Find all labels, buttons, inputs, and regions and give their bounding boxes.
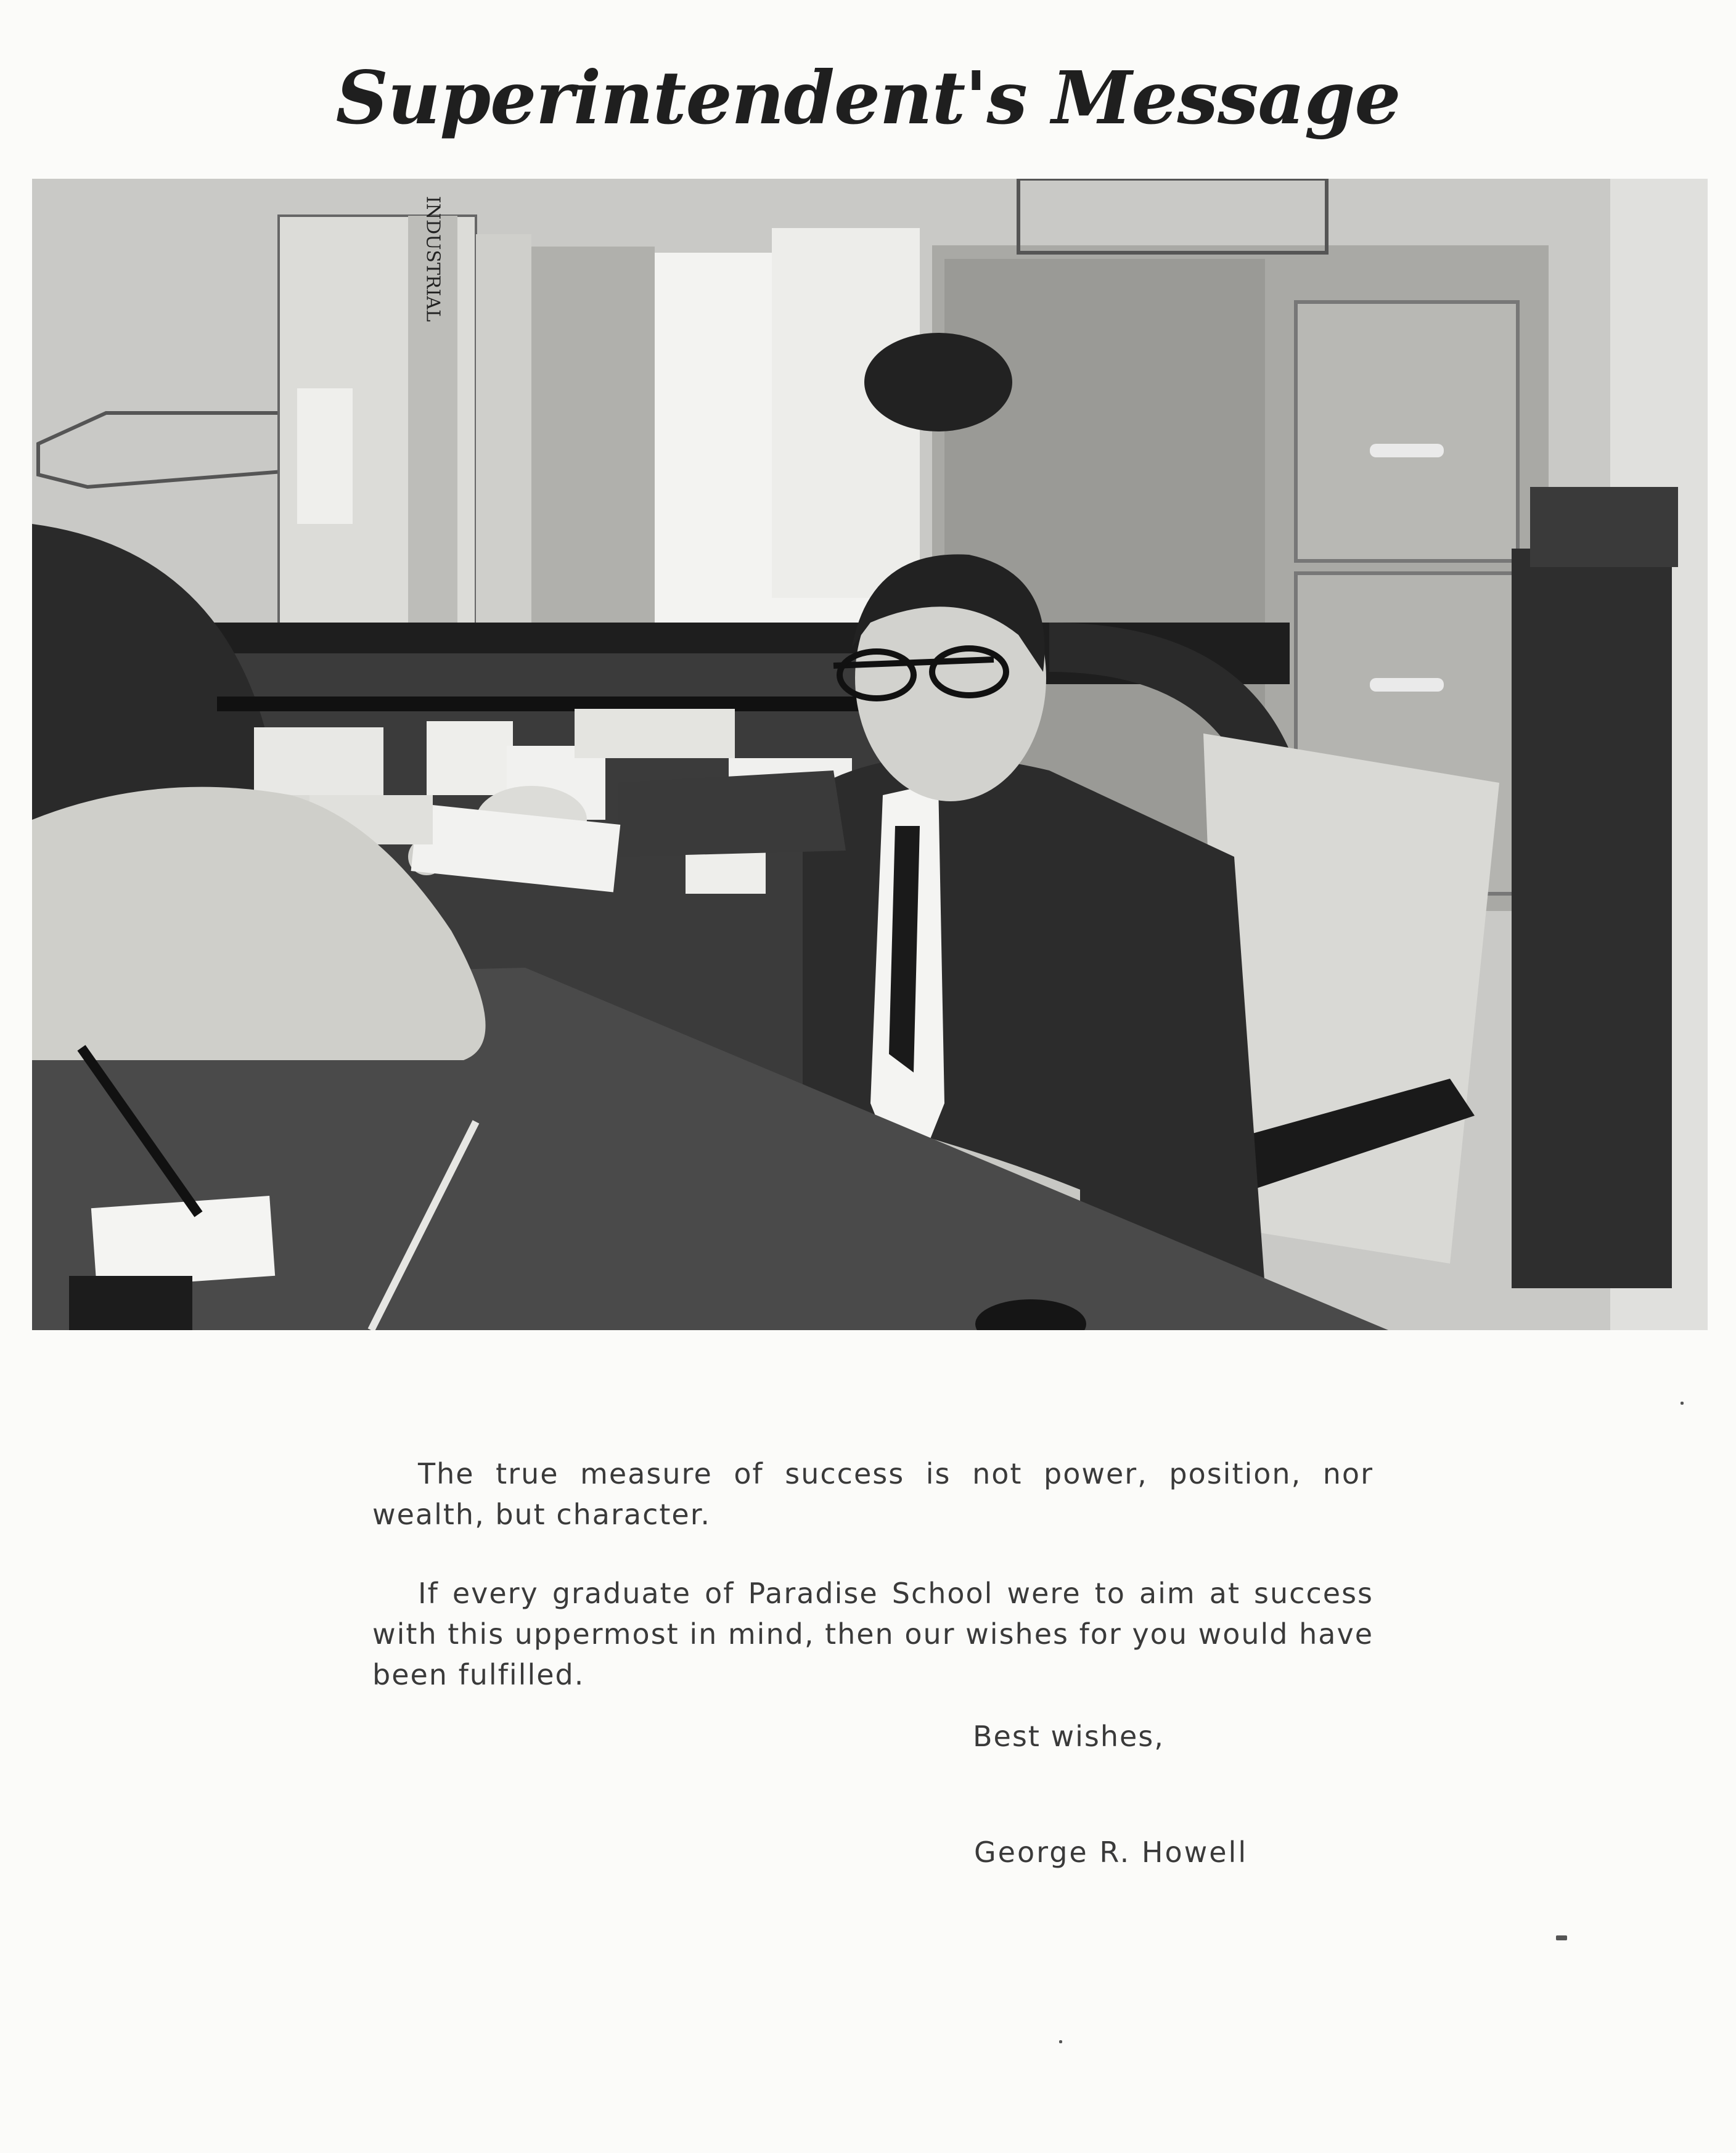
print-speck xyxy=(1059,2040,1062,2043)
closing-line: Best wishes, xyxy=(973,1720,1165,1753)
print-speck xyxy=(1681,1402,1684,1405)
office-photo xyxy=(32,179,1708,1330)
signature-name: George R. Howell xyxy=(974,1836,1248,1869)
bookshelf xyxy=(279,196,920,647)
print-speck xyxy=(1556,1935,1567,1940)
message-paragraph-1: The true measure of success is not power, position, nor wealth, but character. xyxy=(372,1457,1374,1531)
message-paragraph-2: If every graduate of Paradise School were to aim at success with this uppermost in mind, then our wishes for you would have been fulfilled. xyxy=(372,1577,1374,1691)
page-title: Superintendent's Message xyxy=(335,55,1401,141)
message-body xyxy=(372,1453,1374,1733)
book-spine-label: INDUSTRIAL xyxy=(422,195,444,322)
